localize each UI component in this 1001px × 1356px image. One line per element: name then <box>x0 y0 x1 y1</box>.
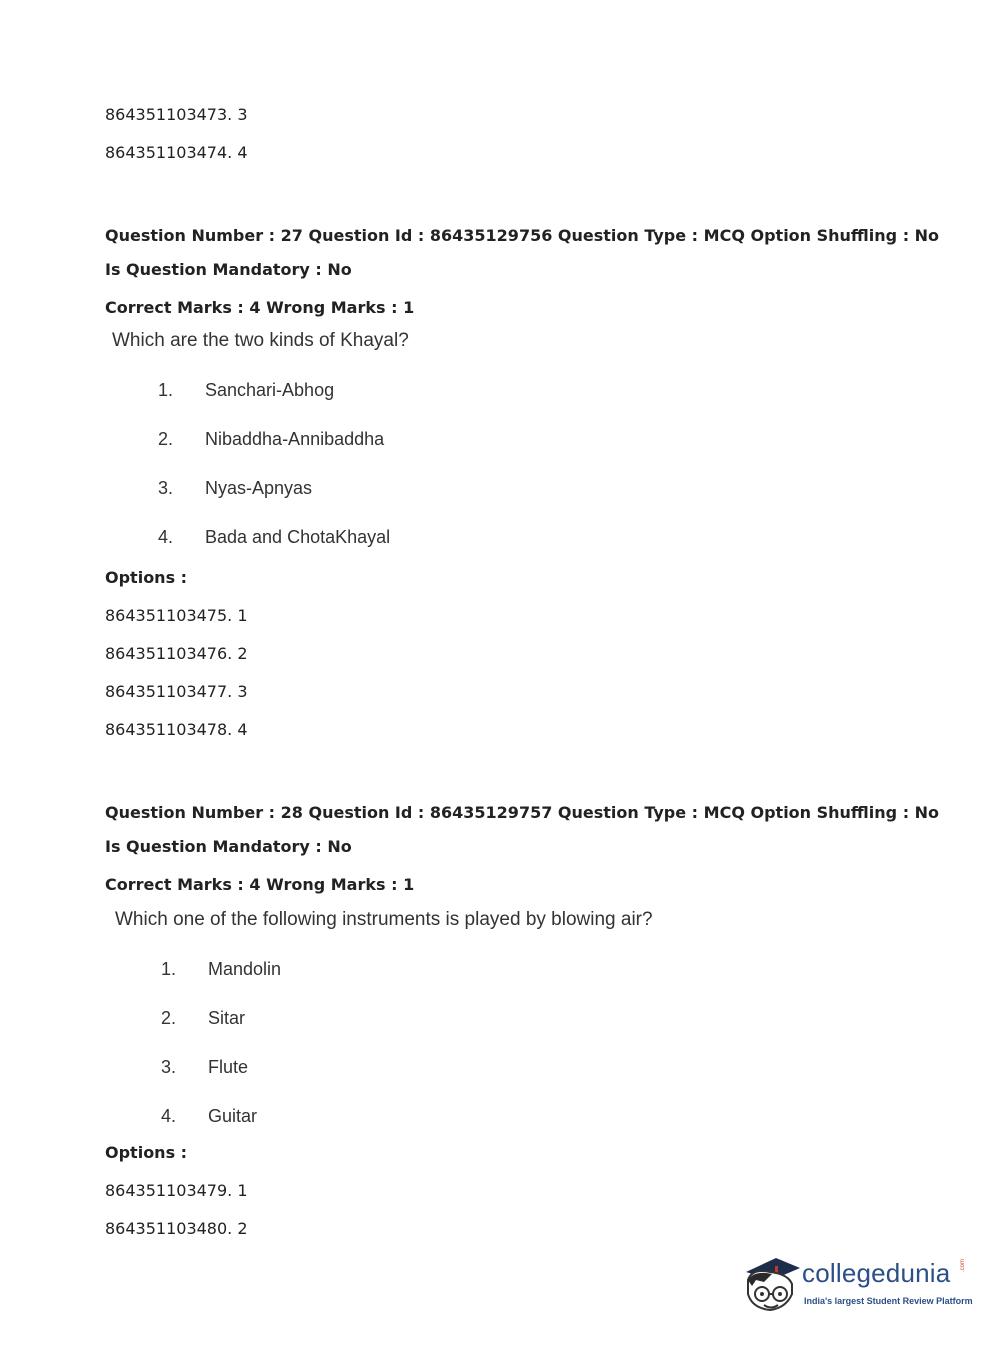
choice-text: Bada and ChotaKhayal <box>205 527 391 547</box>
choice-text: Mandolin <box>208 959 282 979</box>
question-text: Which are the two kinds of Khayal? <box>112 330 409 351</box>
question-header: Question Number : 27 Question Id : 86435129756 Question Type : MCQ Option Shuffling : No <box>105 226 940 245</box>
option-code: 864351103480. 2 <box>105 1219 248 1238</box>
choice-number: 1. <box>158 380 174 400</box>
option-code: 864351103479. 1 <box>105 1181 248 1200</box>
option-code: 864351103476. 2 <box>105 644 248 663</box>
option-code: 864351103478. 4 <box>105 720 248 739</box>
option-code: 864351103474. 4 <box>105 143 248 162</box>
question-marks: Correct Marks : 4 Wrong Marks : 1 <box>105 875 415 894</box>
option-code: 864351103475. 1 <box>105 606 248 625</box>
collegedunia-logo <box>742 1250 972 1320</box>
question-text: Which one of the following instruments is played by blowing air? <box>115 909 653 930</box>
choice-text: Guitar <box>208 1106 258 1126</box>
logo-tagline: India's largest Student Review Platform <box>804 1296 973 1306</box>
choice-text: Sitar <box>208 1008 246 1028</box>
question-marks: Correct Marks : 4 Wrong Marks : 1 <box>105 298 415 317</box>
options-label: Options : <box>105 568 188 587</box>
choice-text: Flute <box>208 1057 249 1077</box>
option-code: 864351103473. 3 <box>105 105 248 124</box>
question-header: Question Number : 28 Question Id : 86435129757 Question Type : MCQ Option Shuffling : No <box>105 803 940 822</box>
choice-number: 3. <box>158 478 174 498</box>
logo-suffix: .com <box>960 1258 966 1272</box>
mascot-icon <box>742 1250 802 1320</box>
question-mandatory: Is Question Mandatory : No <box>105 260 352 279</box>
choice-number: 2. <box>161 1008 177 1028</box>
choice-text: Nyas-Apnyas <box>205 478 313 498</box>
logo-wordmark: collegedunia <box>802 1258 951 1288</box>
question-mandatory: Is Question Mandatory : No <box>105 837 352 856</box>
choice-number: 2. <box>158 429 174 449</box>
choice-text: Sanchari-Abhog <box>205 380 335 400</box>
choice-number: 3. <box>161 1057 177 1077</box>
choice-number: 1. <box>161 959 177 979</box>
choice-number: 4. <box>161 1106 177 1126</box>
options-label: Options : <box>105 1143 188 1162</box>
option-code: 864351103477. 3 <box>105 682 248 701</box>
choice-text: Nibaddha-Annibaddha <box>205 429 385 449</box>
choice-number: 4. <box>158 527 174 547</box>
